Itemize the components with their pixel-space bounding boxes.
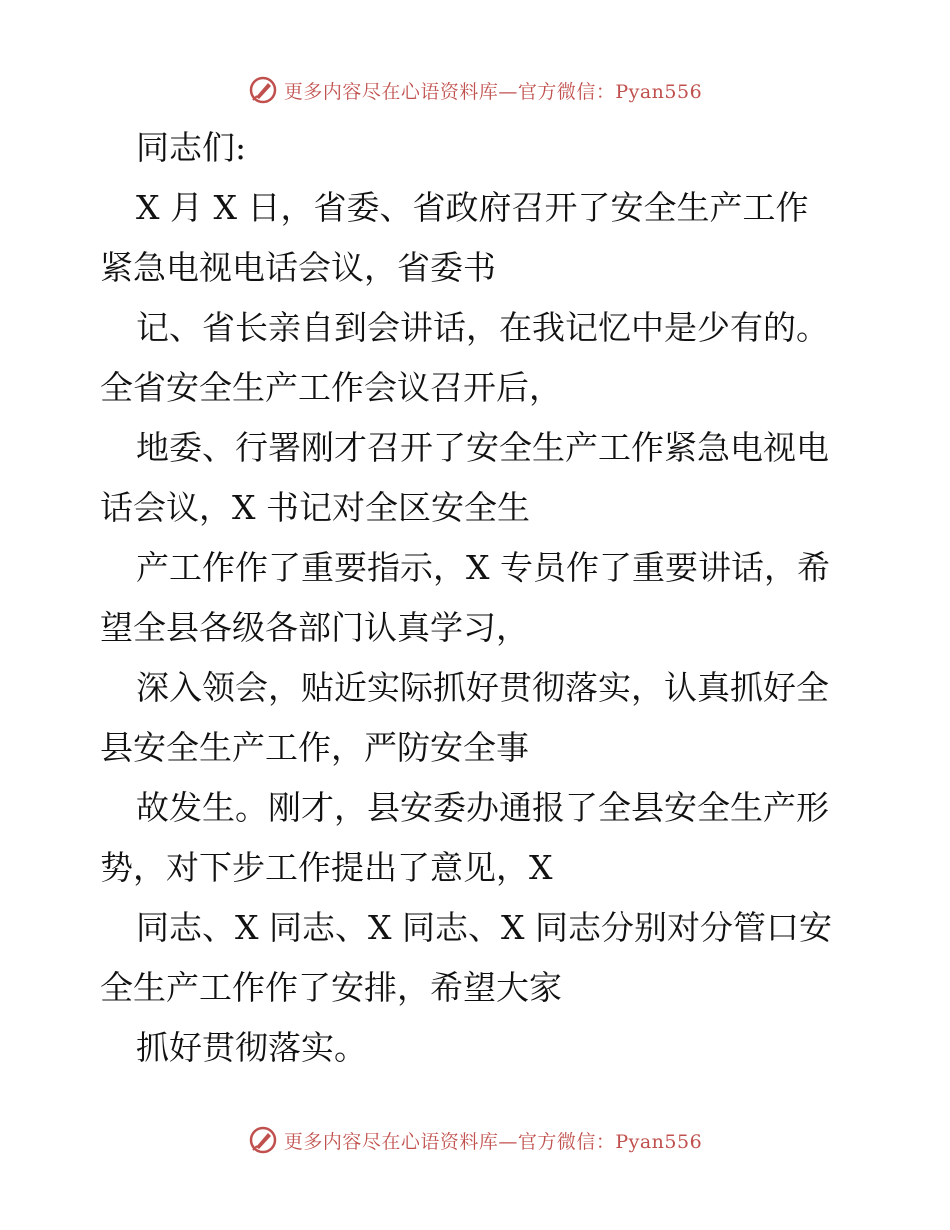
paragraph-line: 全省安全生产工作会议召开后， bbox=[100, 368, 562, 407]
paragraph-line: 紧急电视电话会议，省委书 bbox=[100, 248, 496, 287]
quill-pen-logo-icon bbox=[248, 1125, 278, 1155]
paragraph-line: 县安全生产工作，严防安全事 bbox=[100, 728, 529, 767]
footer-brand-text: 更多内容尽在心语资料库—官方微信：Pyan556 bbox=[283, 1130, 703, 1153]
paragraph-line: 深入领会，贴近实际抓好贯彻落实，认真抓好全 bbox=[136, 668, 829, 707]
quill-pen-logo-icon bbox=[248, 75, 278, 105]
header-brand-text: 更多内容尽在心语资料库—官方微信：Pyan556 bbox=[283, 80, 703, 103]
paragraph-line: 产工作作了重要指示，X 专员作了重要讲话，希 bbox=[136, 548, 830, 587]
paragraph-line: 记、省长亲自到会讲话，在我记忆中是少有的。 bbox=[136, 308, 829, 347]
paragraph-line: 望全县各级各部门认真学习， bbox=[100, 608, 529, 647]
paragraph-line: 抓好贯彻落实。 bbox=[136, 1028, 367, 1067]
paragraph-line: 全生产工作作了安排，希望大家 bbox=[100, 968, 562, 1007]
footer-watermark bbox=[0, 1120, 950, 1160]
paragraph-line: 同志、X 同志、X 同志、X 同志分别对分管口安 bbox=[136, 908, 832, 947]
paragraph-line: 故发生。刚才，县安委办通报了全县安全生产形 bbox=[136, 788, 829, 827]
paragraph-line: X 月 X 日，省委、省政府召开了安全生产工作 bbox=[136, 188, 809, 227]
document-body bbox=[100, 118, 860, 1078]
paragraph-line: 地委、行署刚才召开了安全生产工作紧急电视电 bbox=[136, 428, 829, 467]
salutation-line: 同志们: bbox=[136, 128, 247, 167]
header-watermark bbox=[0, 70, 950, 110]
paragraph-line: 话会议，X 书记对全区安全生 bbox=[100, 488, 530, 527]
paragraph-line: 势，对下步工作提出了意见，X bbox=[100, 848, 553, 887]
